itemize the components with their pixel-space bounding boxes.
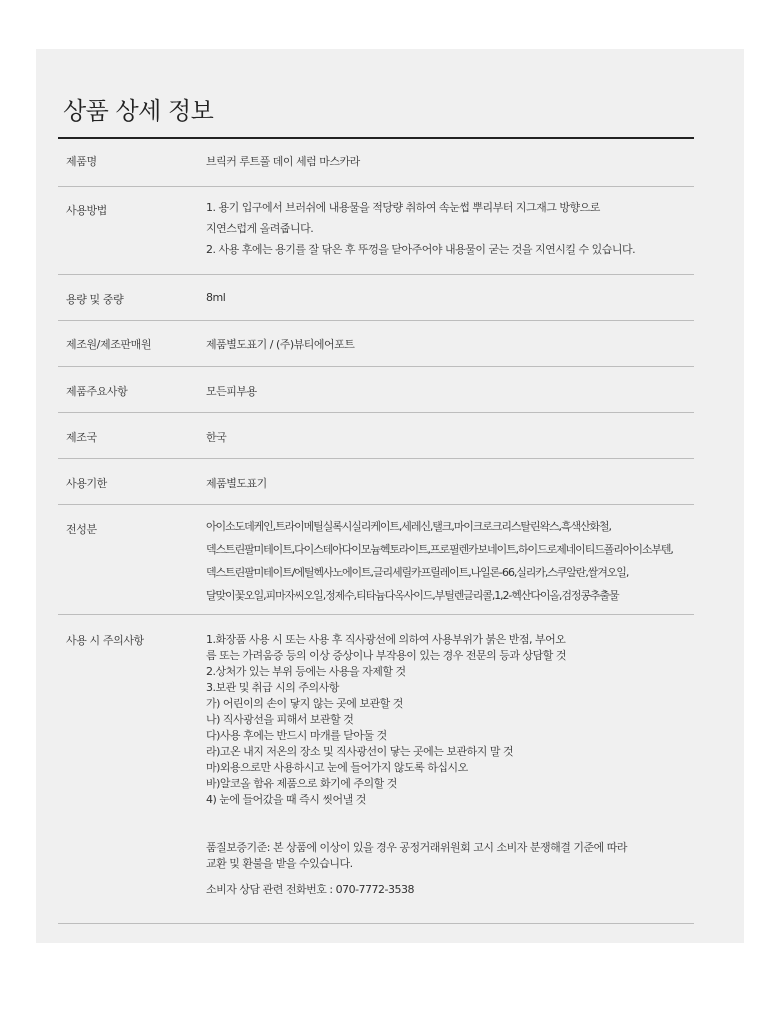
- row-label: 제조국: [66, 431, 97, 444]
- row-spec: [58, 367, 694, 413]
- text-line: 1. 용기 입구에서 브러쉬에 내용물을 적당량 취하여 속눈썹 뿌리부터 지그재그 방향으로: [206, 201, 600, 214]
- row-value: 브릭커 루트풀 데이 세럼 마스카라: [206, 155, 360, 168]
- info-table: [58, 139, 694, 924]
- row-caution: [58, 615, 694, 924]
- text-line: 바)알코올 함유 제품으로 화기에 주의할 것: [206, 777, 397, 790]
- text-line: 나) 직사광선을 피해서 보관할 것: [206, 713, 354, 726]
- text-line: 2.상처가 있는 부위 등에는 사용을 자제할 것: [206, 665, 406, 678]
- row-label: 사용 시 주의사항: [66, 634, 144, 647]
- row-product-name: [58, 139, 694, 187]
- text-line: 2. 사용 후에는 용기를 잘 닦은 후 뚜껑을 닫아주어야 내용물이 굳는 것을 지연시킬 수 있습니다.: [206, 243, 636, 256]
- text-line: 름 또는 가려움증 등의 이상 증상이나 부작용이 있는 경우 전문의 등과 상담할 것: [206, 649, 566, 662]
- row-country: [58, 413, 694, 459]
- caution-text: [206, 632, 690, 898]
- text-line: 아이소도데케인,트라이메틸실록시실리케이트,세레신,탤크,마이크로크리스탈린왁스,흑색산화철,: [206, 520, 611, 533]
- usage-text: [206, 197, 690, 260]
- row-value: 8ml: [206, 291, 226, 304]
- row-label: 사용방법: [66, 204, 107, 217]
- row-label: 제품명: [66, 155, 97, 168]
- text-line: 달맞이꽃오일,피마자씨오일,정제수,티타늄다옥사이드,부틸렌글리콜,1,2-헥산다이올,검정콩추출물: [206, 589, 619, 602]
- text-line: 3.보관 및 취급 시의 주의사항: [206, 681, 339, 694]
- row-label: 사용기한: [66, 477, 107, 490]
- row-value: 제품별도표기 / (주)뷰티에어포트: [206, 338, 355, 351]
- row-ingredients: [58, 505, 694, 615]
- text-line: 마)외용으로만 사용하시고 눈에 들어가지 않도록 하십시오: [206, 761, 468, 774]
- row-usage: [58, 187, 694, 275]
- text-line: 4) 눈에 들어갔을 때 즉시 씻어낼 것: [206, 793, 366, 806]
- row-manufacturer: [58, 321, 694, 367]
- text-line: 1.화장품 사용 시 또는 사용 후 직사광선에 의하여 사용부위가 붉은 반점, 부어오: [206, 633, 566, 646]
- row-expiry: [58, 459, 694, 505]
- row-label: 제조원/제조판매원: [66, 338, 152, 351]
- quality-line: 교환 및 환불을 받을 수있습니다.: [206, 857, 353, 870]
- text-line: 라)고온 내지 저온의 장소 및 직사광선이 닿는 곳에는 보관하지 말 것: [206, 745, 514, 758]
- row-value: 모든피부용: [206, 385, 257, 398]
- page-title: 상품 상세 정보: [63, 97, 214, 125]
- row-label: 제품주요사항: [66, 385, 128, 398]
- ingredients-text: [206, 515, 690, 607]
- row-value: 제품별도표기: [206, 477, 267, 490]
- text-line: 다)사용 후에는 반드시 마개를 닫아둘 것: [206, 729, 387, 742]
- row-value: 한국: [206, 431, 227, 444]
- text-line: 덱스트린팔미테이트,다이스테아다이모늄헥토라이트,프로필렌카보네이트,하이드로제네이티드폴리아이소부텐,: [206, 543, 673, 556]
- text-line: 지연스럽게 올려줍니다.: [206, 222, 314, 235]
- product-detail-panel: [36, 49, 744, 943]
- contact-line: 소비자 상담 관련 전화번호 : 070-7772-3538: [206, 883, 414, 896]
- text-line: 덱스트린팔미테이트/에틸헥사노에이트,글리세릴카프릴레이트,나일론-66,실리카,스쿠알란,쌀겨오일,: [206, 566, 629, 579]
- row-label: 용량 및 중량: [66, 293, 124, 306]
- row-volume: [58, 275, 694, 321]
- text-line: 가) 어린이의 손이 닿지 않는 곳에 보관할 것: [206, 697, 403, 710]
- quality-line: 품질보증기준: 본 상품에 이상이 있을 경우 공정거래위원회 고시 소비자 분쟁해결 기준에 따라: [206, 841, 627, 854]
- row-label: 전성분: [66, 523, 97, 536]
